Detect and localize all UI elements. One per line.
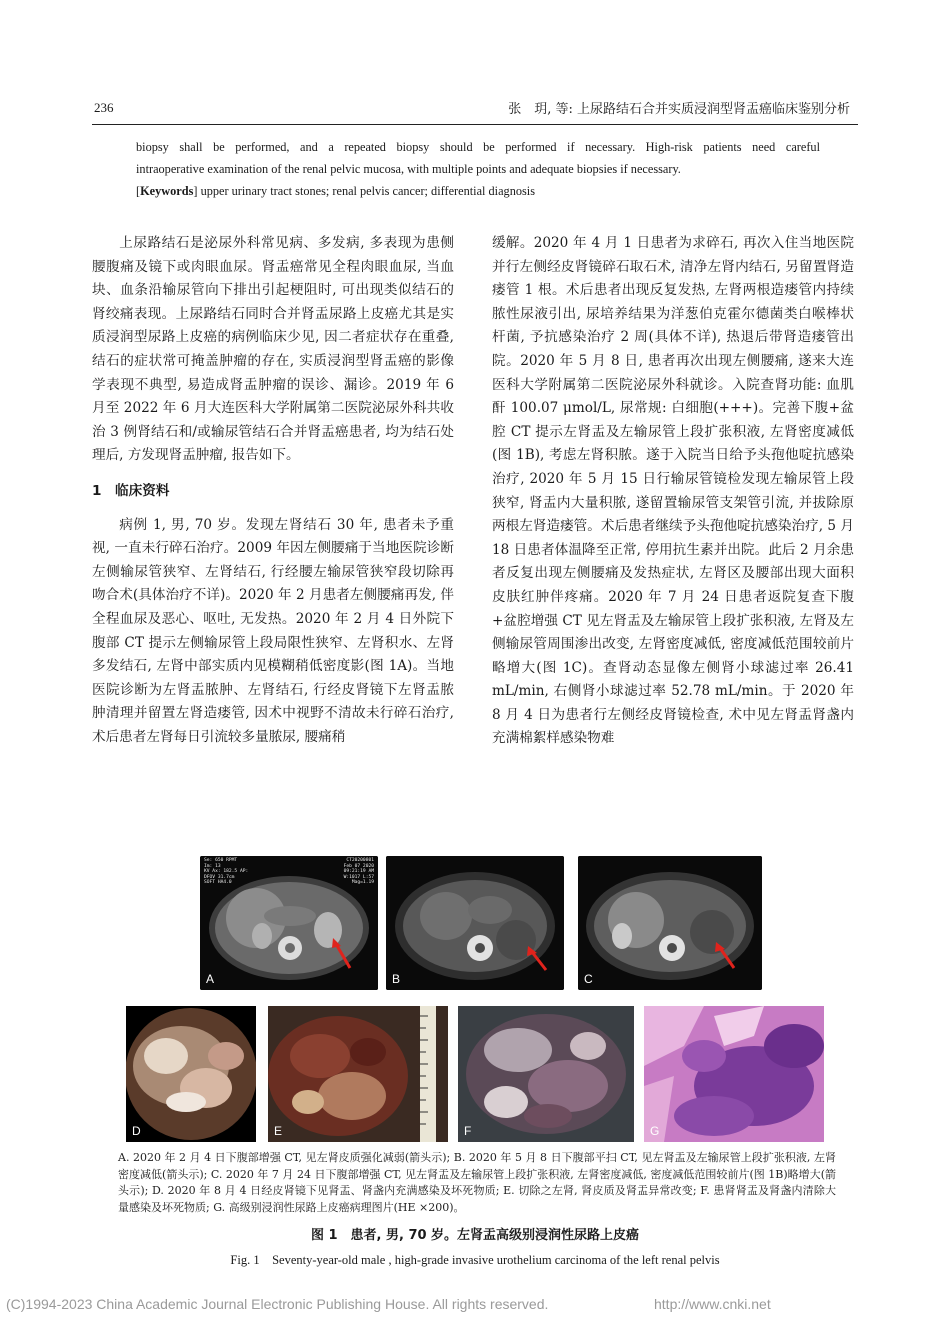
ct-overlay-line: Mag=1.19	[351, 880, 374, 886]
ct-overlay-line: Im: 13	[204, 863, 221, 869]
figure-panel-b	[386, 856, 564, 990]
figure-panel-a	[200, 856, 378, 990]
abstract-line-1: biopsy shall be performed, and a repeated biopsy should be performed if necessary. High-risk patients need careful	[136, 140, 820, 154]
panel-label-a: A	[206, 972, 215, 986]
ct-overlay-line: SOFT HA4.0	[204, 880, 232, 886]
ct-overlay-line: W:1017 L:57	[343, 874, 374, 880]
keywords-text: upper urinary tract stones; renal pelvis cancer; differential diagnosis	[200, 184, 535, 198]
intro-paragraph: 上尿路结石是泌尿外科常见病、多发病, 多表现为患侧腰腹痛及镜下或肉眼血尿。肾盂癌常见全程肉眼血尿, 当血块、血条沿输尿管向下排出引起梗阻时, 可出现类似结石的肾绞痛表现。上尿路结石同时合并肾盂尿路上皮癌尤其是实质浸润型尿路上皮癌的病例临床少见, 因二者症状存在重叠, 结石的症状常可掩盖肿瘤的存在, 实质浸润型肾盂癌的影像学表现不典型, 易造成肾盂肿瘤的误诊、漏诊。2019 年 6 月至 2022 年 6 月大连医科大学附属第二医院泌尿外科共收治 3 例肾结石和/或输尿管结石合并肾盂癌患者, 均为结石处理后, 方发现肾盂肿瘤, 报告如下。	[92, 235, 454, 464]
figure-panel-e	[268, 1006, 448, 1142]
figure-panel-g	[644, 1006, 824, 1142]
figure-title-cn: 图 1 患者, 男, 70 岁。左肾盂高级别浸润性尿路上皮癌	[310, 1228, 640, 1243]
header-rule	[92, 124, 858, 125]
ct-overlay-line: Feb 07 2020	[343, 863, 374, 869]
panel-label-f: F	[464, 1124, 472, 1138]
right-column	[492, 232, 854, 751]
ct-overlay-line: KV Ax: 182.5 AP:	[204, 869, 249, 875]
cnki-link[interactable]: http://www.cnki.net	[654, 1296, 771, 1312]
keywords-label: Keywords	[140, 184, 194, 198]
ct-overlay-line: DFOV 31.7cm	[204, 874, 235, 880]
figure-panel-c	[578, 856, 762, 990]
histology-image	[644, 1006, 824, 1142]
figure-panel-d	[126, 1006, 256, 1142]
panel-label-c: C	[584, 972, 593, 986]
ct-overlay-line: 09:21:19 AM	[343, 869, 374, 875]
running-header	[92, 98, 858, 120]
section-heading: 1 临床资料	[92, 482, 170, 499]
ct-scan-c-image	[578, 856, 762, 990]
panel-label-g: G	[650, 1124, 660, 1138]
ct-overlay-line: CT20200801	[346, 858, 374, 863]
abstract-line-2: intraoperative examination of the renal pelvic mucosa, with multiple points and adequate biopsies if necessary.	[136, 162, 681, 176]
resected-kidney-image	[268, 1006, 448, 1142]
case1-continued: 缓解。2020 年 4 月 1 日患者为求碎石, 再次入住当地医院并行左侧经皮肾镜碎石取石术, 清净左肾内结石, 另留置肾造瘘管 1 根。术后患者出现反复发热, 左肾两根造瘘管内持续脓性尿液引出, 尿培养结果为洋葱伯克霍尔德菌类白喉棒状杆菌, 予抗感染治疗 2 周(具体不详), 热退后带肾造瘘管出院。2020 年 5 月 8 日, 患者再次出现左侧腰痛, 遂来大连医科大学附属第二医院泌尿外科就诊。入院查肾功能: 血肌酐 100.07 μmol/L, 尿常规: 白细胞(+++)。完善下腹+盆腔 CT 提示左肾盂及左输尿管上段扩张积液, 左肾密度减低(图 1B), 考虑左肾积脓。遂于入院当日给予头孢他啶抗感染治疗, 2020 年 5 月 15 日行输尿管镜检发现左输尿管上段狭窄, 肾盂内大量积脓, 遂留置输尿管支架管引流, 并拔除原两根左肾造瘘管。术后患者继续予头孢他啶抗感染治疗, 5 月 18 日患者体温降至正常, 停用抗生素并出院。此后 2 月余患者反复出现左侧腰痛及发热症状, 左肾区及腰部出现大面积皮肤红肿伴疼痛。2020 年 7 月 24 日患者返院复查下腹+盆腔增强 CT 见左肾盂及左输尿管上段扩张积液, 左肾及左侧输尿管周围渗出改变, 左肾密度减低, 密度减低范围较前片略增大(图 1C)。查肾动态显像左侧肾小球滤过率 26.41 mL/min, 右侧肾小球滤过率 52.78 mL/min。于 2020 年 8 月 4 日为患者行左侧经皮肾镜检查, 术中见左肾盂肾盏内充满棉絮样感染物难	[492, 235, 854, 747]
figure-title-en: Fig. 1 Seventy-year-old male , high-grade invasive urothelium carcinoma of the left renal pelvis	[230, 1253, 720, 1267]
abstract-block	[136, 136, 820, 202]
left-column	[92, 232, 454, 749]
running-title: 张 玥, 等: 上尿路结石合并实质浸润型肾盂癌临床鉴别分析	[508, 102, 850, 117]
figure-panel-f	[458, 1006, 634, 1142]
ct-overlay-right	[344, 858, 374, 886]
necrotic-material-image	[458, 1006, 634, 1142]
panel-label-e: E	[274, 1124, 283, 1138]
panel-label-d: D	[132, 1124, 141, 1138]
figure-caption: A. 2020 年 2 月 4 日下腹部增强 CT, 见左肾皮质强化减弱(箭头示); B. 2020 年 5 月 8 日下腹部平扫 CT, 见左肾盂及左输尿管上段扩张积液, 左肾密度减低(箭头示); C. 2020 年 7 月 24 日下腹部增强 CT, 见左肾盂及左输尿管上段扩张积液, 左肾密度减低, 密度减低范围较前片(图 1B)略增大(箭头示); D. 2020 年 8 月 4 日经皮肾镜下见肾盂、肾盏内充满感染及坏死物质; E. 切除之左肾, 肾皮质及肾盂异常改变; F. 患肾肾盂及肾盏内清除大量感染及坏死物质; G. 高级别浸润性尿路上皮癌病理图片(HE ×200)。	[118, 1151, 836, 1214]
page-number: 236	[94, 100, 114, 115]
nephroscope-image	[126, 1006, 256, 1142]
ct-overlay-left	[204, 858, 248, 886]
keywords-line: [Keywords] upper urinary tract stones; renal pelvis cancer; differential diagnosis	[136, 184, 535, 198]
copyright-notice: (C)1994-2023 China Academic Journal Electronic Publishing House. All rights reserved.	[6, 1296, 549, 1312]
case1-paragraph: 病例 1, 男, 70 岁。发现左肾结石 30 年, 患者未予重视, 一直未行碎石治疗。2009 年因左侧腰痛于当地医院诊断左侧输尿管狭窄、左肾结石, 行经腰左输尿管狭窄段切除再吻合术(具体治疗不详)。2020 年 2 月患者左侧腰痛再发, 伴全程血尿及恶心、呕吐, 无发热。2020 年 2 月 4 日外院下腹部 CT 提示左侧输尿管上段局限性狭窄、左肾积水、左肾多发结石, 左肾中部实质内见模糊稍低密度影(图 1A)。当地医院诊断为左肾盂脓肿、左肾结石, 行经皮肾镜下左肾盂脓肿清理并留置左肾造瘘管, 因术中视野不清故未行碎石治疗, 术后患者左肾每日引流较多量脓尿, 腰痛稍	[92, 516, 454, 745]
panel-label-b: B	[392, 972, 401, 986]
ct-overlay-line: Se: 650 RPMT	[204, 858, 238, 863]
ct-scan-b-image	[386, 856, 564, 990]
